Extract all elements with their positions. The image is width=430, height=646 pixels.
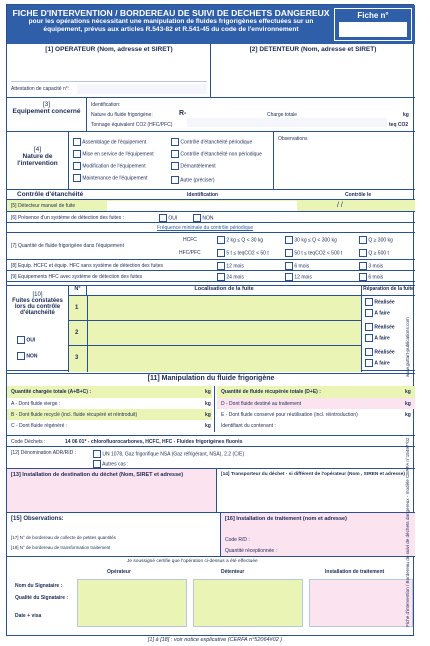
detection-non-checkbox[interactable] bbox=[193, 214, 201, 222]
form-header bbox=[7, 5, 415, 44]
detecteur-ident-field[interactable] bbox=[107, 201, 297, 211]
rep2-realisee-checkbox[interactable] bbox=[365, 323, 373, 331]
c4-label: 5 t ≤ teqCO2 < 50 t bbox=[226, 250, 269, 257]
c1-checkbox[interactable] bbox=[217, 236, 225, 244]
operator-field[interactable] bbox=[11, 54, 207, 82]
observations-label: Observations bbox=[278, 136, 308, 142]
opt-mise-service: Mise en service de l'équipement bbox=[82, 151, 154, 158]
rep1-realisee: Réalisée bbox=[374, 299, 395, 306]
detenteur-field[interactable] bbox=[215, 54, 411, 94]
fiche-number-field[interactable] bbox=[339, 22, 407, 37]
observations-box[interactable] bbox=[273, 132, 415, 190]
qty-charged-unit: kg bbox=[205, 389, 211, 395]
rep2-afaire-checkbox[interactable] bbox=[365, 334, 373, 342]
rep1-afaire-checkbox[interactable] bbox=[365, 309, 373, 317]
qty-a-label: A - Dont fluide vierge : bbox=[11, 401, 61, 407]
operator-section bbox=[7, 44, 211, 98]
m8-6: 6 mois bbox=[294, 263, 310, 270]
qty-c-unit: kg bbox=[205, 423, 211, 429]
opt-ctrl-periodique: Contrôle d'étanchéité périodique bbox=[180, 139, 253, 146]
c5-label: 50 t ≤ teqCO2 < 500 t bbox=[294, 250, 343, 257]
signatures-section bbox=[7, 556, 415, 628]
leak-row-3-num: 3 bbox=[75, 355, 79, 361]
c6-checkbox[interactable] bbox=[359, 249, 367, 257]
leaks-section bbox=[7, 285, 415, 371]
container-id-row[interactable] bbox=[217, 420, 415, 432]
opt-demantelement: Démantèlement bbox=[180, 163, 216, 170]
form-title: FICHE D'INTERVENTION / BORDEREAU DE SUIVI DE DECHETS DANGEREUX bbox=[12, 8, 330, 18]
ctrl-date-field[interactable]: / / bbox=[337, 202, 343, 209]
leaks-num: [10] bbox=[32, 292, 43, 298]
sign-quality-label: Qualité du Signataire : bbox=[15, 595, 69, 601]
sign-op-header: Opérateur bbox=[107, 569, 131, 575]
fiche-number-box bbox=[334, 8, 412, 41]
autre-checkbox[interactable] bbox=[171, 176, 179, 184]
code-dechets-value: 14 06 01* - chlorofluorocarbones, HCFC, HFC - Fluides frigorigènes fluorés bbox=[65, 439, 243, 445]
equipment-label: Equipement concerné bbox=[12, 108, 81, 115]
intervention-num: [4] bbox=[33, 146, 42, 153]
traitement-label: [16] Installation de traitement (nom et adresse) bbox=[225, 516, 347, 522]
qty-b-label: B - Dont fluide recyclé (incl. fluide récupéré et réintroduit) bbox=[11, 412, 138, 418]
rep3-afaire: A faire bbox=[374, 360, 390, 367]
side-text-left: Fiche d'intervention / Bordereau de suivi de déchets dangereux - modèle CERFA n°15497*02 bbox=[405, 437, 410, 627]
leak-row-2[interactable] bbox=[69, 321, 361, 346]
code-dechets-row bbox=[7, 435, 415, 446]
m9-24: 24 mois bbox=[226, 274, 244, 281]
certification-text: Je soussigné certifie que l'opération ci-dessus a été effectuée bbox=[127, 559, 258, 564]
code-dechets-label: Code Déchets : bbox=[11, 439, 46, 445]
un1078-label: UN 1078, Gaz frigorifique NSA (Gaz réfrigérant, NSA), 2.2 (C/E) bbox=[102, 451, 245, 458]
ctrl-ident-header: Identification bbox=[187, 192, 219, 198]
leaks-non-checkbox[interactable] bbox=[17, 352, 25, 360]
sign-inst-box[interactable] bbox=[309, 579, 413, 627]
c2-label: 30 kg ≤ Q < 300 kg bbox=[294, 237, 337, 244]
ident-label: Identification: bbox=[91, 102, 121, 108]
detenteur-section bbox=[211, 44, 415, 98]
m9-6: 6 mois bbox=[368, 274, 384, 281]
m8-12-checkbox[interactable] bbox=[217, 262, 225, 270]
c3-label: Q ≥ 300 kg bbox=[368, 237, 393, 244]
adr-label: [12] Dénomination ADR/RID : bbox=[11, 450, 77, 456]
freq8-row bbox=[7, 260, 415, 271]
leaks-oui-label: OUI bbox=[26, 337, 36, 344]
opt-autre: Autre (préciser) bbox=[180, 177, 215, 184]
leaks-no-header: N° bbox=[69, 286, 87, 296]
qty-d-unit: kg bbox=[405, 401, 411, 407]
rep3-realisee-checkbox[interactable] bbox=[365, 348, 373, 356]
freq9-row bbox=[7, 271, 415, 282]
leak-row-1[interactable] bbox=[69, 296, 361, 321]
observations2-section[interactable] bbox=[7, 512, 221, 556]
quantity-label: [7] Quantité de fluide frigorigène dans l'équipement bbox=[11, 243, 124, 249]
destination-section[interactable] bbox=[7, 468, 217, 512]
m9-12: 12 mois bbox=[294, 274, 312, 281]
opt-maintenance: Maintenance de l'équipement bbox=[82, 175, 148, 182]
ctrl-label: Contrôle d'étanchéité bbox=[17, 191, 84, 198]
ctrl-non-periodique-checkbox[interactable] bbox=[171, 150, 179, 158]
ctrl-date-header: Contrôle le bbox=[345, 192, 372, 198]
c6-label: Q ≥ 500 t bbox=[368, 250, 389, 257]
detection-oui-checkbox[interactable] bbox=[159, 214, 167, 222]
attestation-field[interactable] bbox=[77, 84, 207, 94]
sign-op-box[interactable] bbox=[77, 579, 187, 627]
detection-system-label: [6] Présence d'un système de détection des fuites : bbox=[11, 215, 124, 221]
charge-label: Charge totale bbox=[267, 112, 298, 118]
manipulation-section bbox=[7, 386, 415, 434]
equipment-num: [3] bbox=[42, 101, 51, 108]
detenteur-label: [2] DETENTEUR (Nom, adresse et SIRET) bbox=[249, 46, 377, 53]
c1-label: 2 kg ≤ Q < 30 kg bbox=[226, 237, 264, 244]
traitement-section[interactable] bbox=[221, 512, 415, 556]
sign-det-header: Détenteur bbox=[221, 569, 245, 575]
opt-ctrl-non-periodique: Contrôle d'étanchéité non périodique bbox=[180, 151, 262, 158]
m9-6-checkbox[interactable] bbox=[359, 273, 367, 281]
tonnage-label: Tonnage équivalent CO2 (HFC/PFC) bbox=[91, 122, 173, 128]
autres-cas-checkbox[interactable] bbox=[93, 460, 101, 468]
detection-system-row bbox=[7, 212, 415, 223]
autres-cas-label: Autres cas : bbox=[102, 461, 129, 468]
qty-d-row[interactable] bbox=[217, 398, 415, 409]
destination-label: [13] Installation de destination du déchet (Nom, SIRET et adresse) bbox=[11, 472, 184, 478]
detecteur-label: [5] Détecteur manuel de fuite bbox=[11, 203, 76, 209]
hfcpfc-label: HFC/PFC bbox=[179, 250, 201, 256]
m8-3: 3 mois bbox=[368, 263, 384, 270]
detection-non-label: NON bbox=[202, 215, 214, 222]
rep1-realisee-checkbox[interactable] bbox=[365, 298, 373, 306]
qty-d-label: D - Dont fluide destiné au traitement bbox=[221, 401, 302, 407]
qty-e-label: E - Dont fluide conservé pour réutilisation (incl. réintroduction) bbox=[221, 412, 358, 418]
fiche-label: Fiche n° bbox=[357, 11, 389, 20]
qty-charged-label: Quantité chargée totale (A+B+C) : bbox=[11, 389, 92, 395]
sign-det-box[interactable] bbox=[193, 579, 303, 627]
leaks-loc-header: Localisation de la fuite bbox=[87, 286, 361, 296]
m9-12-checkbox[interactable] bbox=[285, 273, 293, 281]
qty-a-row[interactable] bbox=[7, 398, 212, 409]
rep2-realisee: Réalisée bbox=[374, 324, 395, 331]
m9-24-checkbox[interactable] bbox=[217, 273, 225, 281]
qty-charged-row[interactable] bbox=[7, 386, 212, 398]
qty-a-unit: kg bbox=[205, 401, 211, 407]
detection-oui-label: OUI bbox=[168, 215, 178, 222]
qty-recovered-unit: kg bbox=[405, 389, 411, 395]
ctrl-periodique-checkbox[interactable] bbox=[171, 138, 179, 146]
charge-kg-unit: kg bbox=[403, 112, 409, 118]
manipulation-label: [11] Manipulation du fluide frigorigène bbox=[147, 375, 275, 382]
intervention-label: Nature de l'intervention bbox=[17, 153, 58, 167]
leak-row-2-num: 2 bbox=[75, 330, 79, 336]
un1078-checkbox[interactable] bbox=[93, 450, 101, 458]
qty-recovered-row[interactable] bbox=[217, 386, 415, 398]
c2-checkbox[interactable] bbox=[285, 236, 293, 244]
attestation-label: Attestation de capacité n°: bbox=[11, 86, 70, 92]
qty-received-label: Quantité réceptionnée : bbox=[225, 548, 277, 554]
demantelement-checkbox[interactable] bbox=[171, 162, 179, 170]
sign-inst-header: Installation de traitement bbox=[325, 569, 385, 575]
qty-b-unit: kg bbox=[205, 412, 211, 418]
bordereau-traitement-label: [18] N° de bordereau de transformation traitement bbox=[11, 545, 111, 550]
leak-row-3[interactable] bbox=[69, 346, 361, 372]
sign-name-label: Nom du Signataire : bbox=[15, 583, 63, 589]
rep3-realisee: Réalisée bbox=[374, 349, 395, 356]
freq9-label: [9] Equipements HFC avec système de détection des fuites bbox=[11, 274, 143, 280]
leaks-rep-header: Réparation de la fuite bbox=[361, 286, 415, 296]
m8-3-checkbox[interactable] bbox=[359, 262, 367, 270]
m8-12: 12 mois bbox=[226, 263, 244, 270]
side-text-right: www.guttart-publications.com bbox=[405, 317, 410, 377]
leaks-label: Fuites constatées lors du contrôle d'étanchéité bbox=[12, 298, 63, 316]
modification-checkbox[interactable] bbox=[73, 162, 81, 170]
freq8-label: [8] Equip. HCFC et équip. HFC sans système de détection des fuites bbox=[11, 263, 164, 269]
freq-label: Fréquence minimale du contrôle périodique bbox=[157, 225, 254, 231]
observations2-label: [15] Observations: bbox=[11, 516, 64, 522]
assemblage-checkbox[interactable] bbox=[73, 138, 81, 146]
opt-modification: Modification de l'équipement bbox=[82, 163, 146, 170]
qty-e-row[interactable] bbox=[217, 409, 415, 420]
rep2-afaire: A faire bbox=[374, 335, 390, 342]
maintenance-checkbox[interactable] bbox=[73, 174, 81, 182]
operator-label: [1] OPERATEUR (Nom, adresse et SIRET) bbox=[45, 46, 173, 53]
leak-row-1-num: 1 bbox=[75, 305, 79, 311]
leaks-oui-checkbox[interactable] bbox=[17, 336, 25, 344]
bordereau-collecte-label: [17] N° de bordereau de collecte de petites quantités bbox=[11, 535, 116, 540]
rep1-afaire: A faire bbox=[374, 310, 390, 317]
c5-checkbox[interactable] bbox=[285, 249, 293, 257]
form-subtitle: pour les opérations nécessitant une manipulation de fluides frigorigènes effectuées sur un équipement, prévus aux articles R.543-82 et R.541-45 du code de l'environnement bbox=[28, 18, 314, 34]
qty-c-row[interactable] bbox=[7, 420, 212, 432]
qty-e-unit: kg bbox=[405, 412, 411, 418]
transporter-label: [14] Transporteur du déchet - si différent de l'opérateur (Nom , SIREN et adresse) bbox=[221, 472, 405, 477]
hcfc-label: HCFC bbox=[183, 237, 197, 243]
tonnage-field[interactable] bbox=[187, 118, 387, 127]
container-id-label: Identifiant du contenant : bbox=[221, 423, 276, 429]
quantity-row bbox=[7, 232, 415, 260]
opt-assemblage: Assemblage de l'équipement bbox=[82, 139, 147, 146]
equipment-section bbox=[7, 98, 415, 132]
intervention-section bbox=[7, 132, 415, 190]
leaks-non-label: NON bbox=[26, 353, 38, 360]
rep3-afaire-checkbox[interactable] bbox=[365, 359, 373, 367]
qty-b-row[interactable] bbox=[7, 409, 212, 420]
detecteur-row bbox=[7, 200, 415, 212]
c4-checkbox[interactable] bbox=[217, 249, 225, 257]
form-page bbox=[6, 4, 414, 636]
tonnage-unit: teq CO2 bbox=[389, 122, 409, 128]
transporter-section[interactable] bbox=[217, 468, 415, 512]
qty-recovered-label: Quantité de fluide récupérée totale (D+E) : bbox=[221, 389, 321, 395]
sign-date-label: Date + visa bbox=[15, 613, 42, 619]
qty-c-label: C - Dont fluide régénéré : bbox=[11, 423, 68, 429]
c3-checkbox[interactable] bbox=[359, 236, 367, 244]
code-rd-label: Code R/D : bbox=[225, 537, 250, 543]
footer-note: [1] à [18] : voir notice explicative (CERFA n°52064#02 ) bbox=[147, 637, 283, 643]
adr-row bbox=[7, 446, 415, 468]
fluid-r-prefix: R- bbox=[179, 110, 187, 117]
mise-service-checkbox[interactable] bbox=[73, 150, 81, 158]
m8-6-checkbox[interactable] bbox=[285, 262, 293, 270]
nature-fluid-label: Nature du fluide frigorigène: bbox=[91, 112, 153, 118]
